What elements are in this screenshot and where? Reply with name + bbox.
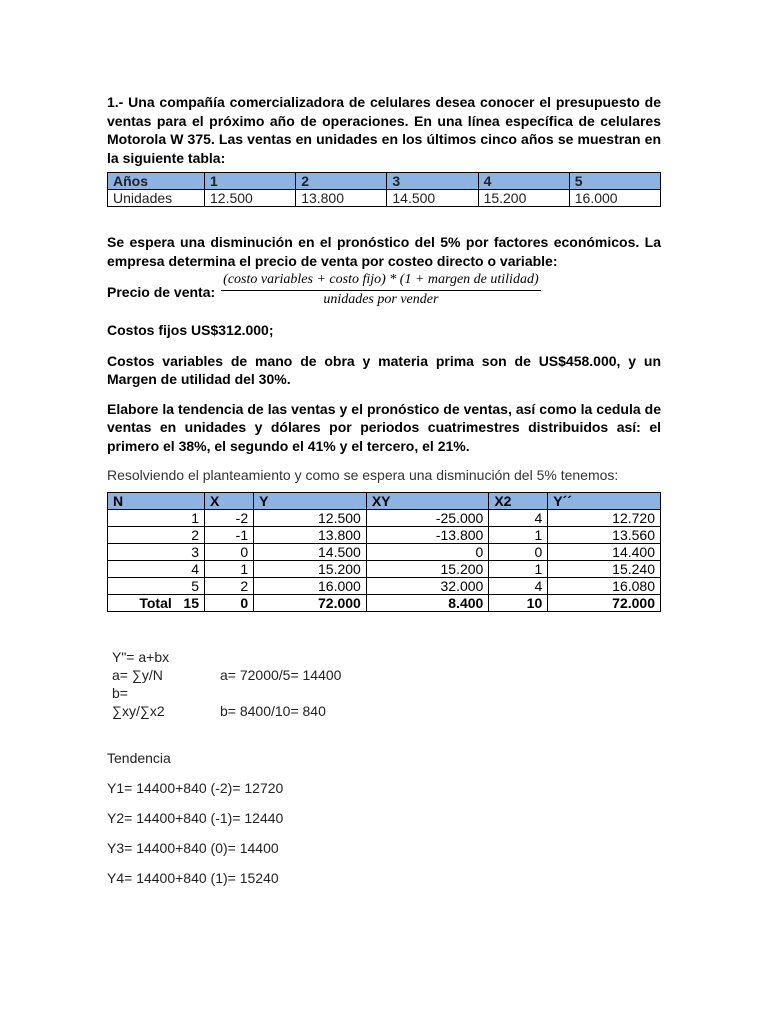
table-cell: 5	[108, 578, 205, 595]
tendencia-line: Y2= 14400+840 (-1)= 12440	[107, 810, 284, 826]
sales-cell: 13.800	[296, 190, 387, 207]
table-cell: 0	[205, 544, 254, 561]
total-cell: 72.000	[548, 595, 661, 612]
equation-line	[112, 666, 661, 684]
total-cell: 0	[205, 595, 254, 612]
sales-cell: 14.500	[387, 190, 478, 207]
table-cell: 2	[205, 578, 254, 595]
total-cell: 10	[489, 595, 548, 612]
sales-cell: 12.500	[205, 190, 296, 207]
calc-header-cell: X2	[489, 493, 548, 510]
table-row	[108, 510, 661, 527]
formula-denominator: unidades por vender	[323, 292, 439, 307]
table-cell: -25.000	[366, 510, 488, 527]
formula-fraction	[221, 272, 540, 308]
table-cell: 1	[205, 561, 254, 578]
sales-header-cell: 2	[296, 173, 387, 190]
fixed-costs: Costos fijos US$312.000;	[107, 322, 274, 338]
total-row	[108, 595, 661, 612]
table-cell: 13.800	[254, 527, 367, 544]
equation-line: Y"= a+bx	[112, 649, 170, 665]
tendencia-line: Y4= 14400+840 (1)= 15240	[107, 870, 279, 886]
table-cell: -13.800	[366, 527, 488, 544]
table-cell: 0	[366, 544, 488, 561]
table-cell: 15.240	[548, 561, 661, 578]
calc-header-cell: XY	[366, 493, 488, 510]
total-cell: 72.000	[254, 595, 367, 612]
table-cell: 16.000	[254, 578, 367, 595]
table-cell: 13.560	[548, 527, 661, 544]
sales-header-cell: 4	[478, 173, 569, 190]
sales-table-header	[108, 173, 661, 190]
table-cell: 12.500	[254, 510, 367, 527]
sales-header-cell: 1	[205, 173, 296, 190]
table-cell: 16.080	[548, 578, 661, 595]
sales-header-cell: 3	[387, 173, 478, 190]
table-cell: 14.500	[254, 544, 367, 561]
table-cell: 15.200	[254, 561, 367, 578]
equation-part: ∑xy/∑x2	[112, 703, 165, 719]
table-cell: 4	[489, 578, 548, 595]
sales-cell: 15.200	[478, 190, 569, 207]
table-cell: 1	[489, 527, 548, 544]
table-cell: -1	[205, 527, 254, 544]
calc-header-cell: Y	[254, 493, 367, 510]
calc-header-cell: Y´´	[548, 493, 661, 510]
table-cell: 1	[108, 510, 205, 527]
table-row	[108, 561, 661, 578]
table-cell: 15.200	[366, 561, 488, 578]
resolution-intro: Resolviendo el planteamiento y como se espera una disminución del 5% tenemos:	[107, 467, 619, 483]
equation-part: a= 72000/5= 14400	[220, 667, 342, 683]
equation-line	[112, 702, 661, 720]
total-cell: Total 15	[108, 595, 205, 612]
table-row	[108, 527, 661, 544]
calc-table	[107, 492, 661, 612]
sales-header-cell: Años	[108, 173, 205, 190]
table-cell: 14.400	[548, 544, 661, 561]
equation-line: b=	[112, 685, 128, 701]
table-cell: 4	[108, 561, 205, 578]
table-cell: 12.720	[548, 510, 661, 527]
formula-label: Precio de venta:	[107, 284, 216, 300]
price-formula	[107, 272, 661, 308]
table-cell: 1	[489, 561, 548, 578]
sales-cell: Unidades	[108, 190, 205, 207]
sales-table	[107, 172, 661, 207]
table-cell: 0	[489, 544, 548, 561]
calc-table-header	[108, 493, 661, 510]
calc-header-cell: X	[205, 493, 254, 510]
formula-numerator: (costo variables + costo fijo) * (1 + margen de utilidad)	[221, 272, 540, 291]
calc-header-cell: N	[108, 493, 205, 510]
total-cell: 8.400	[366, 595, 488, 612]
forecast-paragraph: Se espera una disminución en el pronóstico del 5% por factores económicos. La empresa determina el precio de venta por costeo directo o variable:	[107, 234, 661, 269]
table-row	[108, 544, 661, 561]
table-cell: 32.000	[366, 578, 488, 595]
sales-table-row	[108, 190, 661, 207]
table-cell: -2	[205, 510, 254, 527]
document-content	[107, 93, 661, 887]
table-row	[108, 578, 661, 595]
sales-cell: 16.000	[569, 190, 660, 207]
regression-equations	[107, 648, 661, 720]
tendencia-line: Y3= 14400+840 (0)= 14400	[107, 840, 279, 856]
table-cell: 4	[489, 510, 548, 527]
table-cell: 3	[108, 544, 205, 561]
tendencia-title: Tendencia	[107, 750, 171, 766]
tendencia-line: Y1= 14400+840 (-2)= 12720	[107, 780, 284, 796]
task-paragraph: Elabore la tendencia de las ventas y el pronóstico de ventas, así como la cedula de ventas en unidades y dólares por periodos cuatrimestres distribuidos así: el primero el 38%, el segundo el 41% y el tercero, el 21%.	[107, 400, 661, 454]
variable-costs: Costos variables de mano de obra y materia prima son de US$458.000, y un Margen de utilidad del 30%.	[107, 352, 661, 387]
intro-paragraph: 1.- Una compañía comercializadora de celulares desea conocer el presupuesto de ventas para el próximo año de operaciones. En una línea específica de celulares Motorola W 375. Las ventas en unidades en los últimos cinco años se muestran en la siguiente tabla:	[107, 94, 661, 166]
table-cell: 2	[108, 527, 205, 544]
equation-part: a= ∑y/N	[112, 667, 163, 683]
sales-header-cell: 5	[569, 173, 660, 190]
equation-part: b= 8400/10= 840	[220, 703, 326, 719]
